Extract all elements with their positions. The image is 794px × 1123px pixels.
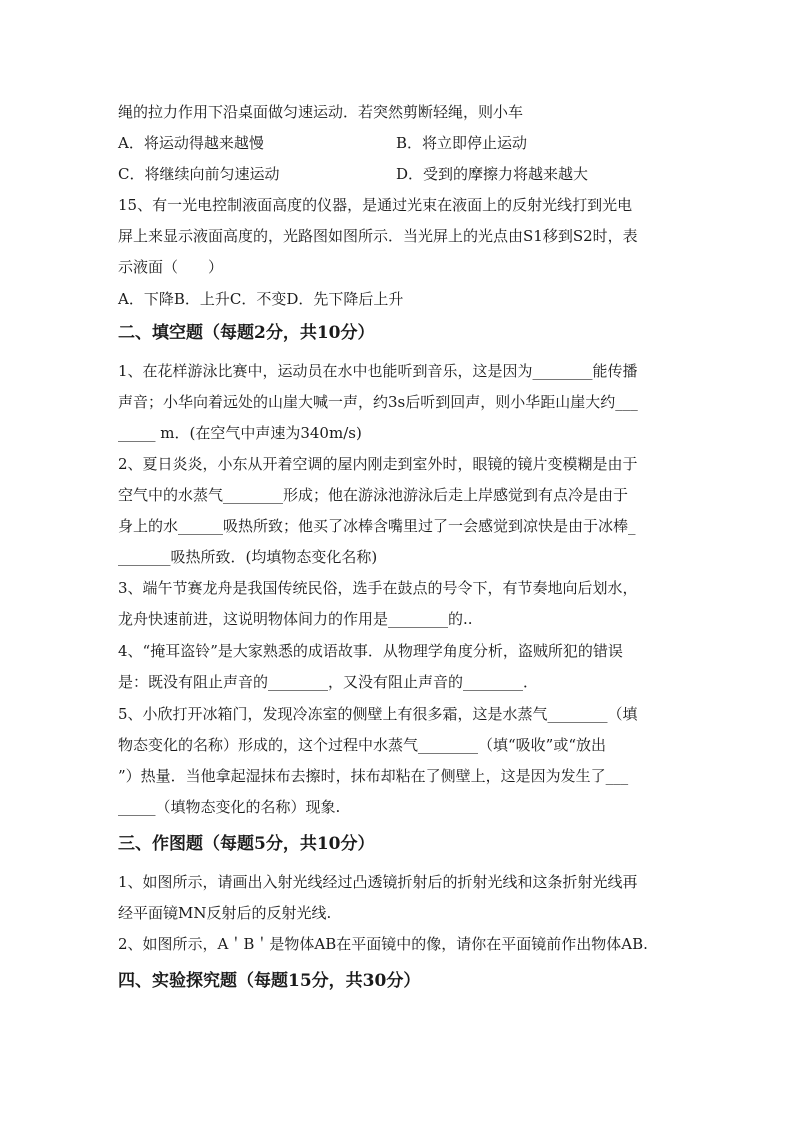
q15-line-2: 屏上来显示液面高度的，光路图如图所示．当光屏上的光点由S1移到S2时，表 bbox=[118, 227, 638, 245]
s2-q2-line-3: 身上的水______吸热所致；他买了冰棒含嘴里过了一会感觉到凉快是由于冰棒_ bbox=[118, 517, 636, 535]
s2-q5-line-3: ”）热量．当他拿起湿抹布去擦时，抹布却粘在了侧壁上，这是因为发生了___ bbox=[118, 767, 629, 785]
section-2-heading: 二、填空题（每题2分，共10分） bbox=[118, 323, 375, 343]
s3-q1-line-2: 经平面镜MN反射后的反射光线. bbox=[118, 904, 332, 922]
s2-q5-line-1: 5、小欣打开冰箱门，发现冷冻室的侧壁上有很多霜，这是水蒸气________（填 bbox=[118, 705, 638, 723]
s2-q2-line-1: 2、夏日炎炎，小东从开着空调的屋内刚走到室外时，眼镜的镜片变模糊是由于 bbox=[118, 455, 638, 473]
s2-q1-line-3: _____ m．(在空气中声速为340m/s) bbox=[118, 424, 362, 442]
s2-q5-line-4: _____（填物态变化的名称）现象. bbox=[118, 798, 341, 816]
s2-q2-line-2: 空气中的水蒸气________形成；他在游泳池游泳后走上岸感觉到有点冷是由于 bbox=[118, 486, 629, 504]
s2-q3-line-2: 龙舟快速前进，这说明物体间力的作用是________的.. bbox=[118, 610, 473, 628]
q14-option-b: B．将立即停止运动 bbox=[396, 134, 528, 152]
q14-option-c: C．将继续向前匀速运动 bbox=[118, 165, 280, 183]
s2-q2-line-4: _______吸热所致．(均填物态变化名称) bbox=[118, 548, 378, 566]
s2-q4-line-2: 是：既没有阻止声音的________，又没有阻止声音的________． bbox=[118, 673, 539, 691]
q15-line-1: 15、有一光电控制液面高度的仪器，是通过光束在液面上的反射光线打到光电 bbox=[118, 196, 633, 214]
q14-stem-tail: 绳的拉力作用下沿桌面做匀速运动．若突然剪断轻绳，则小车 bbox=[118, 103, 524, 121]
s2-q1-line-2: 声音；小华向着远处的山崖大喊一声，约3s后听到回声，则小华距山崖大约___ bbox=[118, 393, 638, 411]
s3-q1-line-1: 1、如图所示，请画出入射光线经过凸透镜折射后的折射光线和这条折射光线再 bbox=[118, 873, 638, 891]
s2-q3-line-1: 3、端午节赛龙舟是我国传统民俗，选手在鼓点的号令下，有节奏地向后划水， bbox=[118, 579, 638, 597]
q15-options: A．下降B．上升C．不变D．先下降后上升 bbox=[118, 290, 404, 308]
section-3-heading: 三、作图题（每题5分，共10分） bbox=[118, 834, 375, 854]
s2-q1-line-1: 1、在花样游泳比赛中，运动员在水中也能听到音乐，这是因为________能传播 bbox=[118, 362, 638, 380]
q14-option-d: D．受到的摩擦力将越来越大 bbox=[396, 165, 589, 183]
section-4-heading: 四、实验探究题（每题15分，共30分） bbox=[118, 971, 421, 991]
q14-option-a: A．将运动得越来越慢 bbox=[118, 134, 264, 152]
q15-line-3: 示液面（ ） bbox=[118, 258, 224, 276]
s2-q4-line-1: 4、“掩耳盗铃”是大家熟悉的成语故事．从物理学角度分析，盗贼所犯的错误 bbox=[118, 642, 623, 660]
s3-q2-line-1: 2、如图所示，A＇B＇是物体AB在平面镜中的像，请你在平面镜前作出物体AB. bbox=[118, 935, 648, 953]
s2-q5-line-2: 物态变化的名称）形成的，这个过程中水蒸气________（填“吸收”或“放出 bbox=[118, 736, 607, 754]
